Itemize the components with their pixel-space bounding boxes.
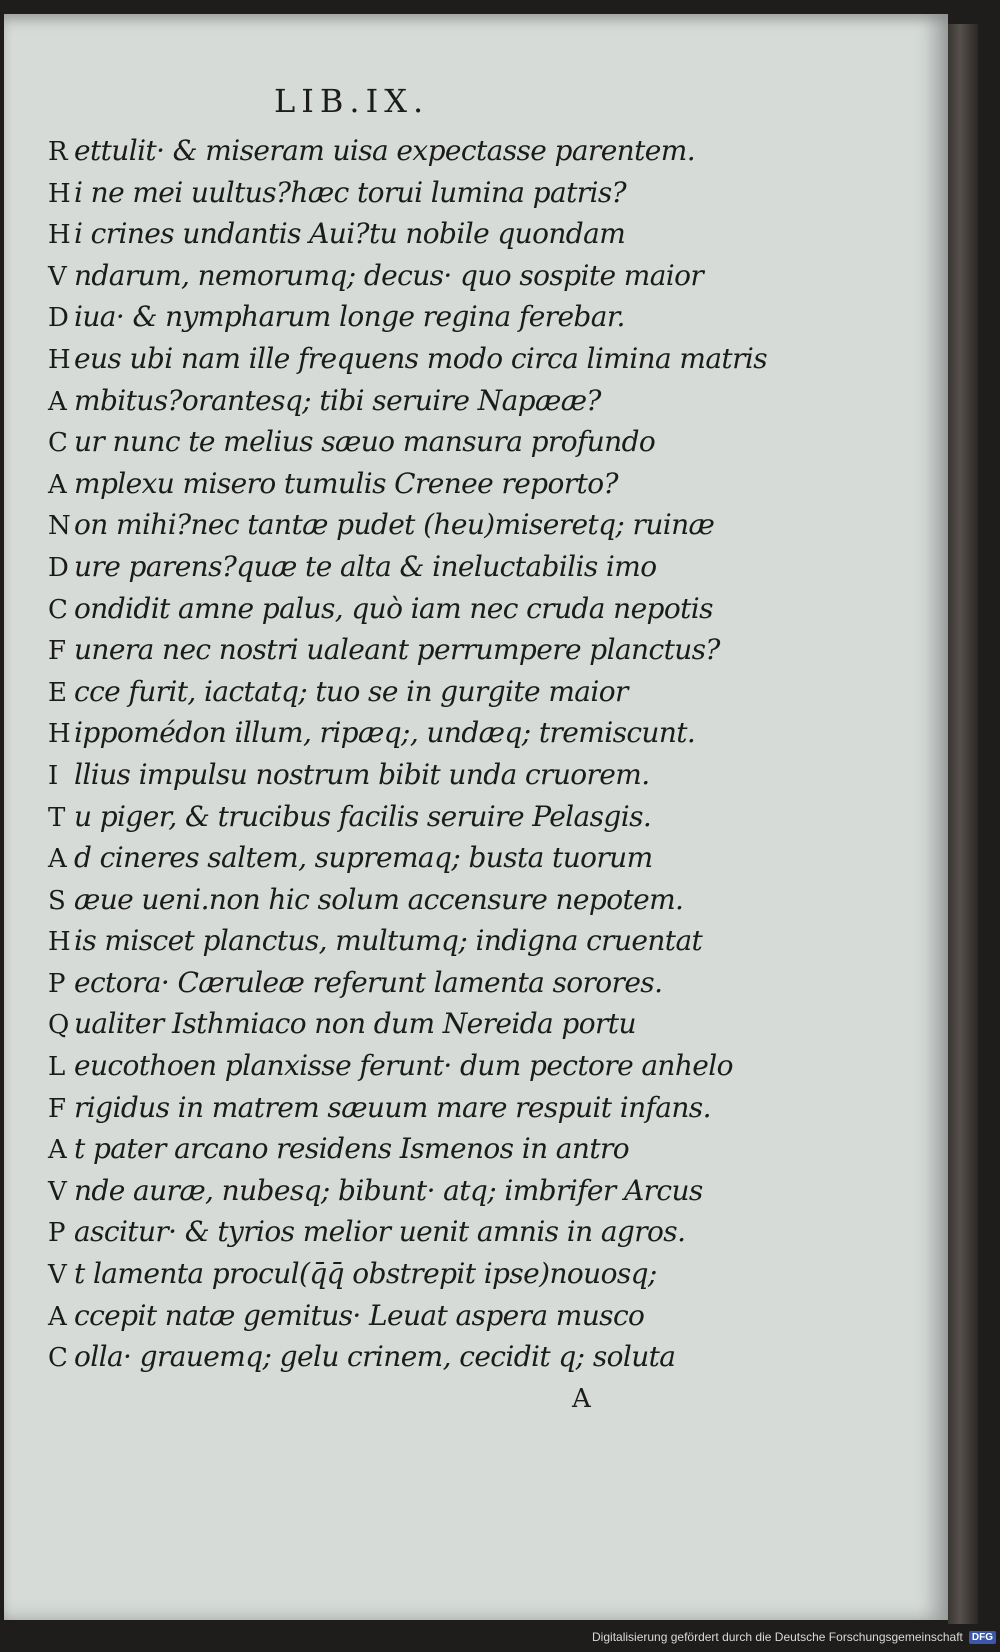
verse-line — [48, 546, 738, 588]
line-initial: A — [48, 469, 67, 500]
book-page — [4, 14, 948, 1620]
line-initial: E — [48, 677, 67, 708]
line-text: cce furit, iactatq; tuo se in gurgite maior — [74, 674, 628, 708]
line-text: rigidus in matrem sæuum mare respuit infans. — [74, 1090, 711, 1124]
line-initial: V — [48, 1176, 67, 1207]
verse-line — [48, 130, 738, 172]
line-text: ippomédon illum, ripæq;, undæq; tremiscunt. — [74, 716, 696, 750]
verse-line — [48, 504, 738, 546]
line-initial: F — [48, 1093, 67, 1124]
verse-line — [48, 1295, 738, 1337]
line-initial: N — [48, 511, 71, 542]
verse-line — [48, 1211, 738, 1253]
line-initial: H — [48, 178, 71, 209]
verse-line — [48, 796, 738, 838]
line-text: ectora· Cæruleæ referunt lamenta sorores. — [74, 965, 663, 999]
line-initial: A — [48, 386, 67, 417]
line-initial: I — [48, 760, 59, 791]
line-initial: A — [48, 844, 67, 875]
line-text: u piger, & trucibus facilis seruire Pelasgis. — [74, 799, 652, 833]
line-initial: V — [48, 1260, 67, 1291]
line-initial: R — [48, 137, 68, 167]
line-initial: S — [48, 885, 66, 916]
line-text: eus ubi nam ille frequens modo circa limina matris — [74, 341, 767, 375]
line-initial: A — [48, 1135, 67, 1166]
verse-line — [48, 380, 738, 422]
verse-line — [48, 213, 738, 255]
line-initial: H — [48, 927, 71, 958]
line-text: t lamenta procul(q̄q̄ obstrepit ipse)nouosq; — [74, 1257, 657, 1291]
line-text: i crines undantis Aui?tu nobile quondam — [74, 217, 626, 251]
line-text: ccepit natæ gemitus· Leuat aspera musco — [74, 1298, 645, 1332]
catchword: A — [572, 1384, 591, 1414]
line-initial: V — [48, 261, 67, 292]
line-text: ondidit amne palus, quò iam nec cruda nepotis — [74, 591, 713, 625]
book-fore-edge — [948, 24, 978, 1624]
bleed-through-text — [704, 84, 944, 1404]
line-text: ualiter Isthmiaco non dum Nereida portu — [74, 1007, 636, 1041]
verse-line — [48, 463, 738, 505]
line-initial: D — [48, 303, 69, 334]
line-text: t pater arcano residens Ismenos in antro — [74, 1132, 630, 1166]
verse-line — [48, 1170, 738, 1212]
line-initial: P — [48, 1218, 66, 1249]
verse-line — [48, 671, 738, 713]
line-text: iua· & nympharum longe regina ferebar. — [74, 300, 625, 334]
line-initial: Q — [48, 1010, 70, 1041]
line-initial: L — [48, 1052, 66, 1083]
footer-credit-text: Digitalisierung gefördert durch die Deutsche Forschungsgemeinschaft — [592, 1630, 963, 1644]
verse-line — [48, 754, 738, 796]
verse-line — [48, 1045, 738, 1087]
verse-line — [48, 255, 738, 297]
line-initial: H — [48, 719, 71, 750]
line-text: i ne mei uultus?hæc torui lumina patris? — [74, 175, 627, 209]
verse-line — [48, 1253, 738, 1295]
line-text: unera nec nostri ualeant perrumpere planctus? — [74, 633, 720, 667]
line-text: d cineres saltem, supremaq; busta tuorum — [74, 841, 653, 875]
line-initial: P — [48, 968, 66, 999]
line-text: ascitur· & tyrios melior uenit amnis in agros. — [74, 1215, 686, 1249]
verse-line — [48, 1003, 738, 1045]
verse-line — [48, 962, 738, 1004]
running-header: LIB.IX. — [274, 82, 430, 120]
verse-line — [48, 629, 738, 671]
line-text: mbitus?orantesq; tibi seruire Napææ? — [74, 383, 601, 417]
line-text: on mihi?nec tantæ pudet (heu)miseretq; ruinæ — [74, 508, 715, 542]
line-initial: A — [48, 1301, 67, 1332]
line-initial: D — [48, 552, 69, 583]
verse-line — [48, 712, 738, 754]
verse-line — [48, 879, 738, 921]
line-text: ure parens?quæ te alta & ineluctabilis imo — [74, 549, 657, 583]
line-text: olla· grauemq; gelu crinem, cecidit q; soluta — [74, 1340, 676, 1374]
line-text: is miscet planctus, multumq; indigna cruentat — [74, 924, 703, 958]
footer-credit — [592, 1630, 996, 1644]
verse-line — [48, 338, 767, 380]
line-initial: C — [48, 1343, 68, 1374]
line-initial: T — [48, 802, 66, 833]
line-text: eucothoen planxisse ferunt· dum pectore anhelo — [74, 1049, 733, 1083]
verse-line — [48, 1128, 738, 1170]
line-initial: C — [48, 594, 68, 625]
line-text: ndarum, nemorumq; decus· quo sospite maior — [74, 258, 704, 292]
verse-line — [48, 588, 738, 630]
line-initial: H — [48, 344, 71, 375]
line-initial: C — [48, 428, 68, 459]
verse-block — [48, 130, 767, 1378]
line-text: mplexu misero tumulis Crenee reporto? — [74, 466, 618, 500]
line-text: ettulit· & miseram uisa expectasse parentem. — [74, 134, 695, 167]
verse-line — [48, 1087, 738, 1129]
line-text: ur nunc te melius sæuo mansura profundo — [74, 425, 656, 459]
line-initial: F — [48, 636, 67, 667]
verse-line — [48, 837, 738, 879]
verse-line — [48, 1336, 738, 1378]
line-text: llius impulsu nostrum bibit unda cruorem. — [74, 757, 650, 791]
line-text: nde auræ, nubesq; bibunt· atq; imbrifer Arcus — [74, 1173, 703, 1207]
dfg-logo: DFG — [969, 1631, 996, 1644]
verse-line — [48, 172, 738, 214]
verse-line — [48, 421, 738, 463]
line-initial: H — [48, 220, 71, 251]
verse-line — [48, 296, 738, 338]
verse-line — [48, 920, 738, 962]
line-text: æue ueni.non hic solum accensure nepotem. — [74, 882, 684, 916]
